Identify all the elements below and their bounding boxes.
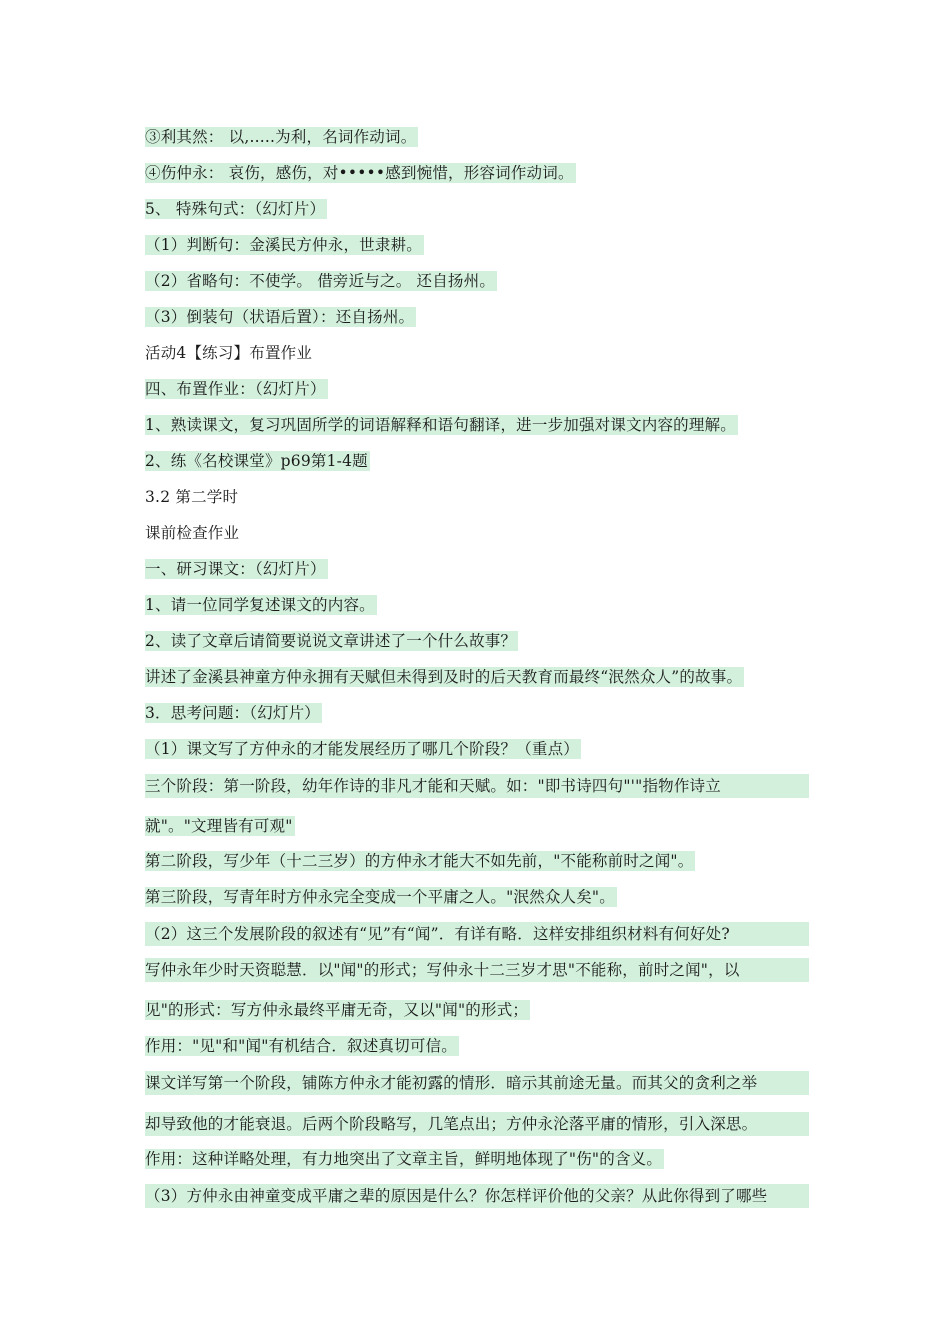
- text-line: [145, 1035, 459, 1057]
- line-text: 5、 特殊句式：（幻灯片）: [145, 200, 326, 218]
- line-text: （2）省略句：不使学。 借旁近与之。 还自扬州。: [145, 272, 496, 290]
- text-line: [145, 162, 576, 184]
- line-text: 2、读了文章后请简要说说文章讲述了一个什么故事？: [145, 632, 517, 650]
- line-text: 第二阶段，写少年（十二三岁）的方仲永才能大不如先前，"不能称前时之闻"。: [145, 852, 694, 870]
- text-line: [145, 1184, 809, 1214]
- text-line: [145, 126, 418, 148]
- text-line: [145, 342, 312, 364]
- line-text: 四、布置作业：（幻灯片）: [145, 380, 326, 398]
- text-line: [145, 850, 695, 872]
- text-line: [145, 306, 416, 328]
- text-line: [145, 999, 530, 1021]
- line-text: （3）方仲永由神童变成平庸之辈的原因是什么？你怎样评价他的父亲？从此你得到了哪些: [145, 1184, 809, 1208]
- line-text: （1）课文写了方仲永的才能发展经历了哪几个阶段？（重点）: [145, 740, 579, 758]
- line-text: 2、练《名校课堂》p69第1-4题: [145, 452, 368, 470]
- line-text: 活动4【练习】布置作业: [145, 344, 313, 362]
- line-text: （2）这三个发展阶段的叙述有“见”有“闻”．有详有略．这样安排组织材料有何好处?: [145, 922, 809, 946]
- text-line: [145, 378, 328, 400]
- line-text: （3）倒装句（状语后置）：还自扬州。: [145, 308, 415, 326]
- line-text: 讲述了金溪县神童方仲永拥有天赋但未得到及时的后天教育而最终“泯然众人”的故事。: [145, 668, 743, 686]
- line-text: 课文详写第一个阶段，铺陈方仲永才能初露的情形．暗示其前途无量。而其父的贪利之举: [145, 1071, 809, 1095]
- line-text: 作用："见"和"闻"有机结合．叙述真切可信。: [145, 1037, 457, 1055]
- text-line: [145, 738, 581, 760]
- text-line: [145, 486, 238, 508]
- line-text: 第三阶段，写青年时方仲永完全变成一个平庸之人。"泯然众人矣"。: [145, 888, 615, 906]
- text-line: [145, 450, 370, 472]
- text-line: [145, 558, 328, 580]
- text-line: [145, 234, 424, 256]
- text-line: [145, 774, 809, 804]
- line-text: 3.2 第二学时: [145, 488, 239, 506]
- text-line: [145, 958, 809, 988]
- line-text: （1）判断句：金溪民方仲永，世隶耕。: [145, 236, 422, 254]
- line-text: ④伤仲永： 哀伤，感伤，对•••••感到惋惜，形容词作动词。: [145, 164, 574, 182]
- text-line: [145, 1112, 809, 1142]
- text-line: [145, 198, 327, 220]
- line-text: 课前检查作业: [145, 524, 240, 542]
- text-line: [145, 922, 809, 952]
- line-text: 作用：这种详略处理，有力地突出了文章主旨，鲜明地体现了"伤"的含义。: [145, 1150, 663, 1168]
- text-line: [145, 666, 744, 688]
- text-line: [145, 270, 497, 292]
- line-text: ③利其然： 以,.....为利，名词作动词。: [145, 128, 417, 146]
- line-text: 见"的形式：写方仲永最终平庸无奇，又以"闻"的形式；: [145, 1001, 529, 1019]
- text-line: [145, 815, 295, 837]
- text-line: [145, 886, 617, 908]
- line-text: 却导致他的才能衰退。后两个阶段略写，几笔点出；方仲永沦落平庸的情形，引入深思。: [145, 1112, 809, 1136]
- text-line: [145, 630, 518, 652]
- line-text: 写仲永年少时天资聪慧．以"闻"的形式；写仲永十二三岁才思"不能称，前时之闻"，以: [145, 958, 809, 982]
- line-text: 3．思考问题：（幻灯片）: [145, 704, 321, 722]
- line-text: 就"。"文理皆有可观": [145, 817, 293, 835]
- text-line: [145, 702, 322, 724]
- text-line: [145, 1148, 664, 1170]
- line-text: 1、熟读课文，复习巩固所学的词语解释和语句翻译，进一步加强对课文内容的理解。: [145, 416, 736, 434]
- text-line: [145, 594, 377, 616]
- text-line: [145, 522, 239, 544]
- text-line: [145, 414, 738, 436]
- line-text: 一、研习课文：（幻灯片）: [145, 560, 326, 578]
- text-line: [145, 1071, 809, 1101]
- line-text: 三个阶段：第一阶段，幼年作诗的非凡才能和天赋。如："即书诗四句"'"指物作诗立: [145, 774, 809, 798]
- line-text: 1、请一位同学复述课文的内容。: [145, 596, 375, 614]
